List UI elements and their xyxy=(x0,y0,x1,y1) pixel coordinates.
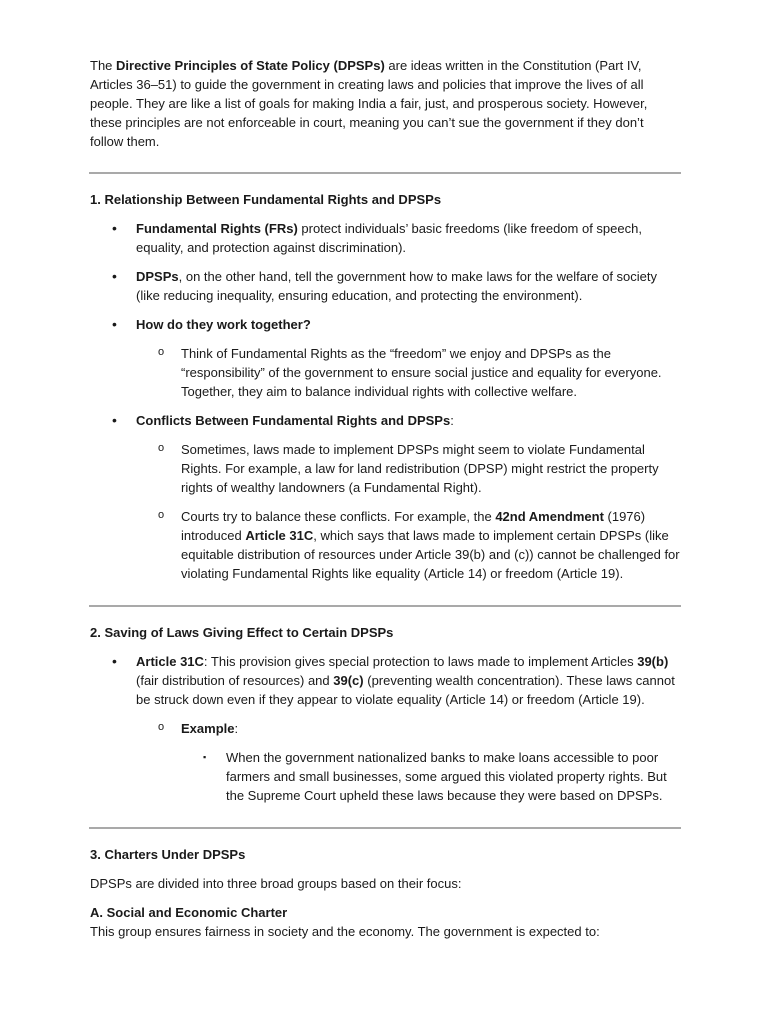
article-text: (fair distribution of resources) and xyxy=(136,673,334,688)
section1-list xyxy=(90,219,680,583)
sublist-item xyxy=(136,507,680,583)
dpsp-text: , on the other hand, tell the government how to make laws for the welfare of society (like reducing inequality, ensuring education, and protecting the environment). xyxy=(136,269,658,303)
conflicts-sublist xyxy=(136,440,680,583)
sublist-text: , which says that laws made to implement certain DPSPs (like equitable distribution of resources under Article 39(b) and (c)) cannot be challenged for violating Fundamental Rights like equality (Article 14) or freedom (Article 19). xyxy=(181,528,680,581)
section3-subheading: A. Social and Economic Charter xyxy=(90,905,288,920)
section2-list xyxy=(90,652,680,805)
sublist-item-example xyxy=(136,719,680,805)
fr-text: protect individuals’ basic freedoms (like freedom of speech, equality, and protection against discrimination). xyxy=(136,221,642,255)
amendment-term: 42nd Amendment xyxy=(495,509,604,524)
sublist-item: o Sometimes, laws made to implement DPSPs might seem to violate Fundamental Rights. For example, a law for land redistribution (DPSP) might restrict the property rights of wealthy landowners (a Fundamental Right). xyxy=(136,440,680,497)
article-39c-term: 39(c) xyxy=(333,673,364,688)
example-term: Example xyxy=(181,721,235,736)
list-item-article-31c xyxy=(90,652,680,805)
intro-paragraph xyxy=(90,56,680,151)
document-page xyxy=(90,56,680,941)
section-divider xyxy=(89,605,681,607)
example-detail-list xyxy=(181,748,680,805)
section3-text: DPSPs are divided into three broad groups based on their focus: xyxy=(90,876,462,891)
example-detail-item: ▪ When the government nationalized banks to make loans accessible to poor farmers and small businesses, some argued this violated property rights. But the Supreme Court upheld these laws because they were based on DPSPs. xyxy=(181,748,680,805)
section-divider xyxy=(89,172,681,174)
section3-subtext: This group ensures fairness in society and the economy. The government is expected to: xyxy=(90,924,600,939)
section-divider xyxy=(89,827,681,829)
sublist-item: o Think of Fundamental Rights as the “freedom” we enjoy and DPSPs as the “responsibility” of the government to ensure social justice and equality for everyone. Together, they aim to balance individual rights with collective welfare. xyxy=(136,344,680,401)
intro-text-start: The xyxy=(90,58,117,73)
example-sublist xyxy=(136,719,680,805)
list-item-conflicts xyxy=(90,411,680,583)
article-text: (preventing wealth concentration). These laws cannot be struck down even if they appear to violate equality (Article 14) or freedom (Article 19). xyxy=(136,673,675,707)
dpsp-term: DPSPs xyxy=(136,269,179,284)
article-31c-term: Article 31C xyxy=(136,654,204,669)
article-31c-term: Article 31C xyxy=(245,528,314,543)
section1-heading: 1. Relationship Between Fundamental Rights and DPSPs xyxy=(90,192,442,207)
list-item-work-together xyxy=(90,315,680,401)
intro-term-dpsp: Directive Principles of State Policy (DPSPs) xyxy=(116,58,385,73)
list-item-fundamental-rights xyxy=(90,219,680,257)
work-together-term: How do they work together? xyxy=(136,317,311,332)
example-colon: : xyxy=(234,721,239,736)
conflicts-colon: : xyxy=(450,413,454,428)
intro-text-rest: are ideas written in the Constitution (Part IV, Articles 36–51) to guide the government in creating laws and policies that improve the lives of all people. They are like a list of goals for making India a fair, just, and prosperous society. However, these principles are not enforceable in court, meaning you can’t sue the government if they don’t follow them. xyxy=(90,58,648,149)
work-together-sublist xyxy=(136,344,680,401)
fr-term: Fundamental Rights (FRs) xyxy=(136,221,298,236)
section2-heading: 2. Saving of Laws Giving Effect to Certain DPSPs xyxy=(90,625,394,640)
list-item-dpsps xyxy=(90,267,680,305)
article-39b-term: 39(b) xyxy=(637,654,669,669)
section3-heading: 3. Charters Under DPSPs xyxy=(90,847,246,862)
sublist-text: Courts try to balance these conflicts. For example, the xyxy=(181,509,496,524)
conflicts-term: Conflicts Between Fundamental Rights and DPSPs xyxy=(136,413,451,428)
article-text: : This provision gives special protection to laws made to implement Articles xyxy=(203,654,638,669)
sublist-text: (1976) introduced xyxy=(181,509,646,543)
